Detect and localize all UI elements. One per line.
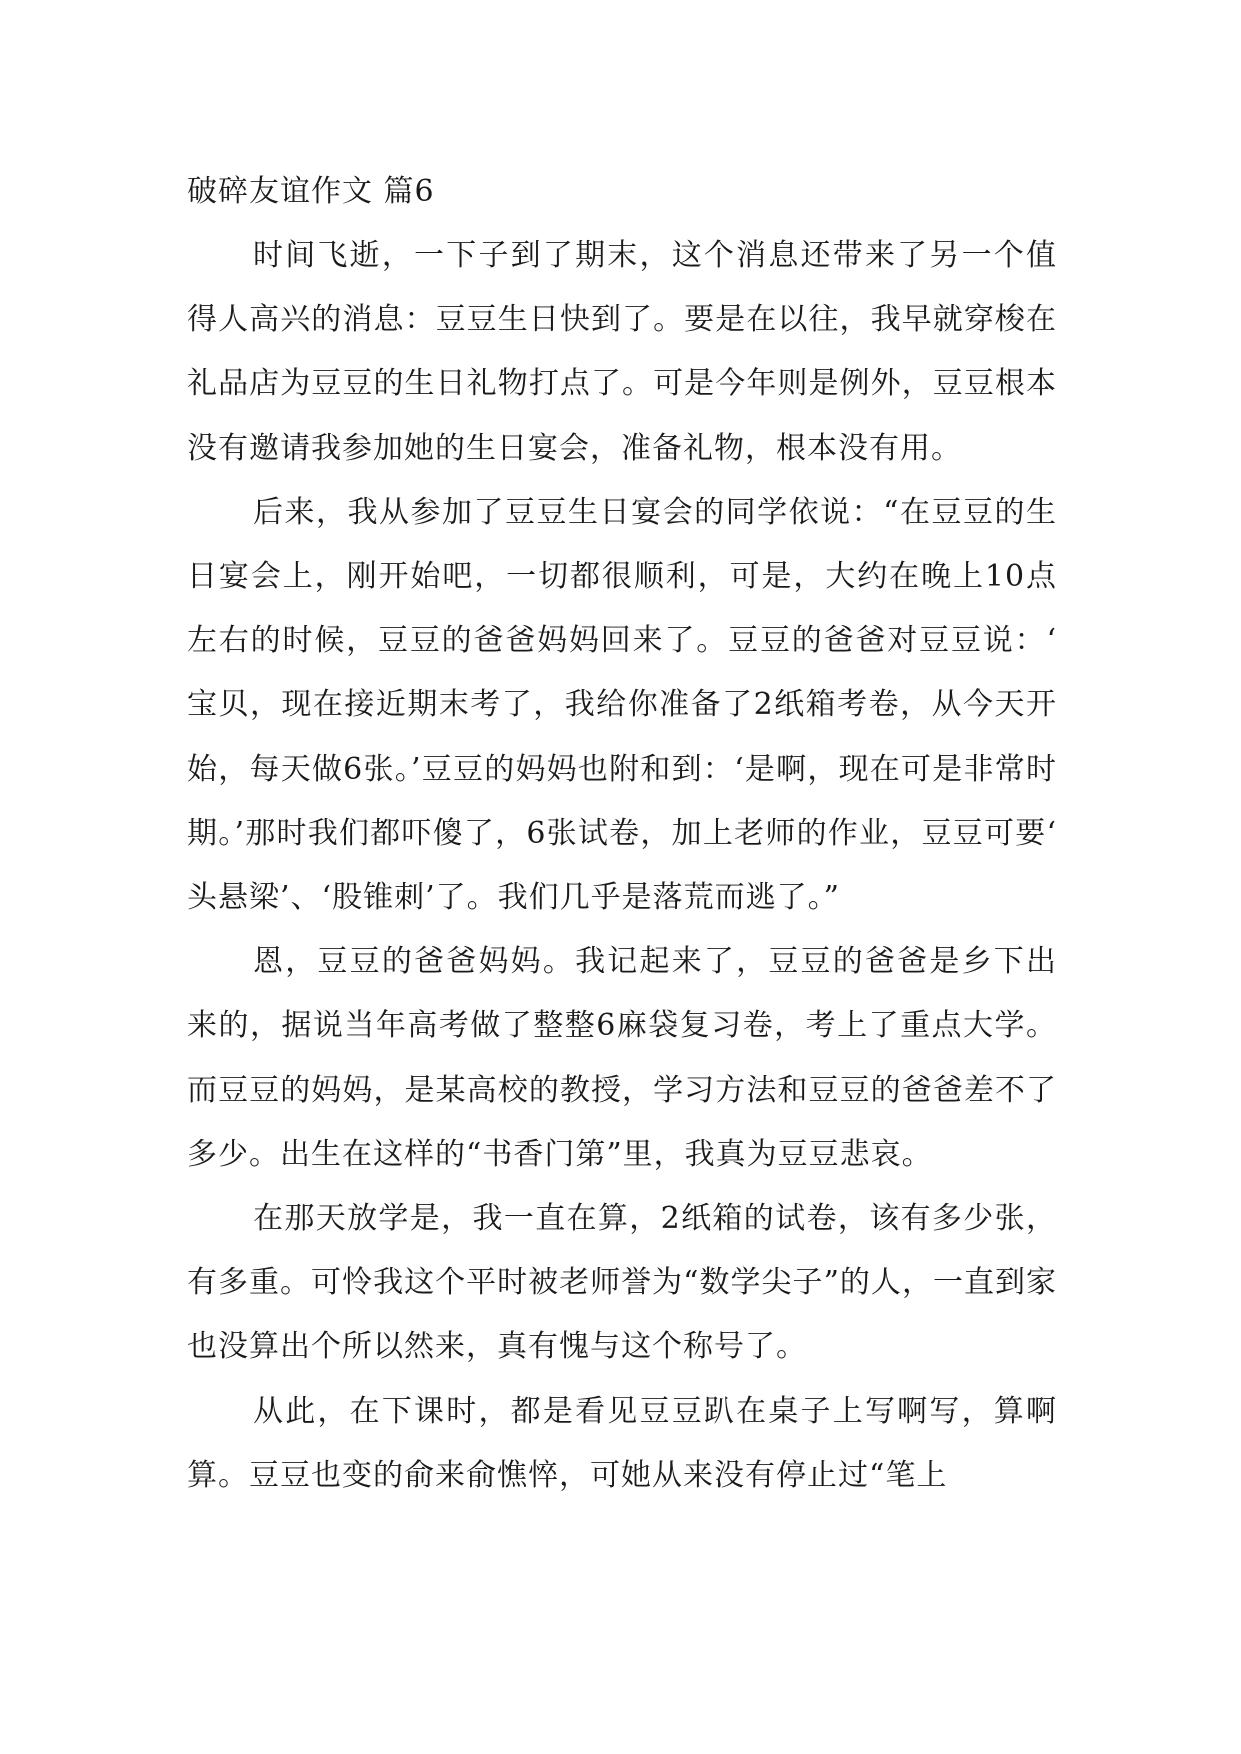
essay-title: 破碎友谊作文 篇6 (187, 174, 435, 209)
paragraph-5: 从此，在下课时，都是看见豆豆趴在桌子上写啊写，算啊算。豆豆也变的俞来俞憔悴，可她从来没有停止过“笔上 (187, 1393, 1057, 1493)
paragraph-4: 在那天放学是，我一直在算，2纸箱的试卷，该有多少张，有多重。可怜我这个平时被老师誉为“数学尖子”的人，一直到家也没算出个所以然来，真有愧与这个称号了。 (187, 1201, 1057, 1365)
paragraph-1: 时间飞逝，一下子到了期末，这个消息还带来了另一个值得人高兴的消息：豆豆生日快到了。要是在以往，我早就穿梭在礼品店为豆豆的生日礼物打点了。可是今年则是例外，豆豆根本没有邀请我参加她的生日宴会，准备礼物，根本没有用。 (187, 238, 1057, 466)
paragraph-2: 后来，我从参加了豆豆生日宴会的同学依说：“在豆豆的生日宴会上，刚开始吧，一切都很顺利，可是，大约在晚上10点左右的时候，豆豆的爸爸妈妈回来了。豆豆的爸爸对豆豆说：‘宝贝，现在接近期末考了，我给你准备了2纸箱考卷，从今天开始，每天做6张。’豆豆的妈妈也附和到：‘是啊，现在可是非常时期。’那时我们都吓傻了，6张试卷，加上老师的作业，豆豆可要‘头悬梁’、‘股锥刺’了。我们几乎是落荒而逃了。” (187, 494, 1057, 916)
essay-body (187, 160, 1057, 1508)
paragraph-3: 恩，豆豆的爸爸妈妈。我记起来了，豆豆的爸爸是乡下出来的，据说当年高考做了整整6麻袋复习卷，考上了重点大学。而豆豆的妈妈，是某高校的教授，学习方法和豆豆的爸爸差不了多少。出生在这样的“书香门第”里，我真为豆豆悲哀。 (187, 944, 1057, 1172)
